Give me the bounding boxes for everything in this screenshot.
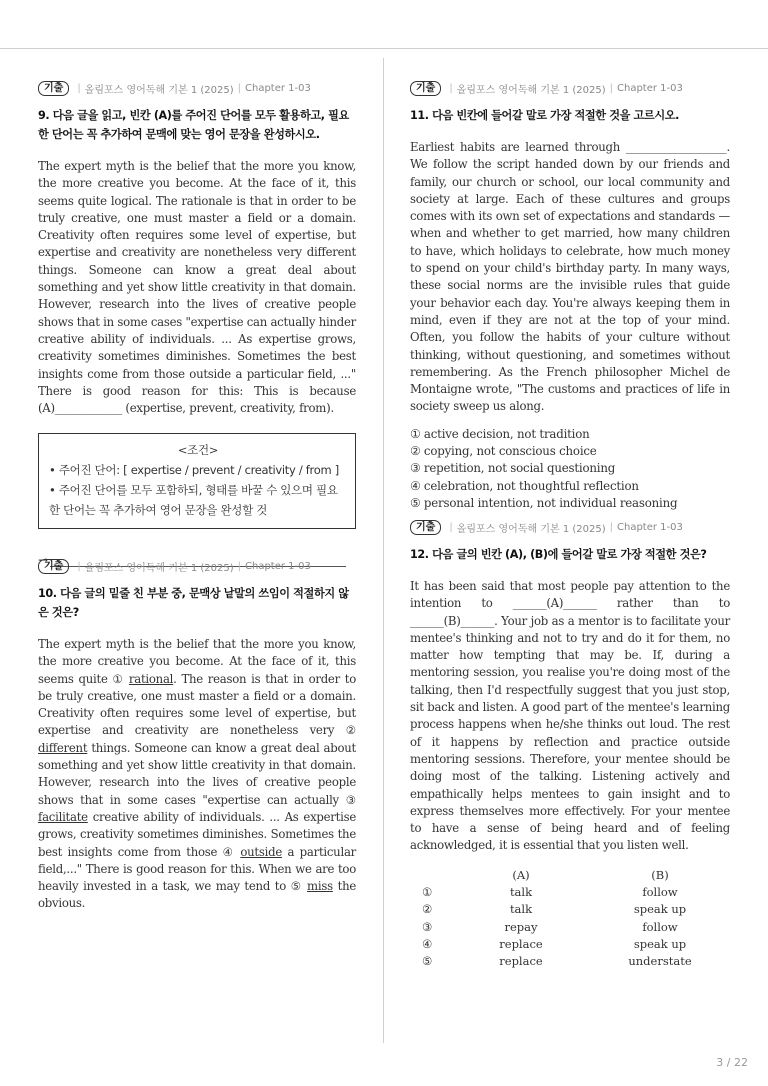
option-4[interactable]: ④ celebration, not thoughtful reflection bbox=[410, 478, 639, 493]
source-tag: 기출 | 올림포스 영어독해 기본 1 (2025) | Chapter 1-03 bbox=[38, 558, 356, 574]
table-row[interactable]: ② talk speak up bbox=[422, 902, 687, 917]
question-11 bbox=[410, 80, 730, 512]
marker-2: ② bbox=[345, 723, 356, 738]
table-row[interactable]: ③ repay follow bbox=[422, 919, 678, 934]
passage-text: The expert myth is the belief that the more you know, the more creative you become. At the face of it, this seems quite logical. The rationale is that in order to be truly creative, one must master a field or a domain. Creativity often requires some level of expertise, but expertise and creativity are nonetheless very different things. Someone can know a great deal about something and yet show little creativity in that domain. However, research into the lives of creative people shows that in some cases "expertise can actually hinder creative ability of individuals. ... As expertise grows, creativity sometimes diminishes. Sometimes the best insights come from those outside a particular field, ..." There is good reason for this: This is because (A)____________ (expertise, prevent, creativity, from). bbox=[38, 159, 356, 416]
source-book: 올림포스 영어독해 기본 1 (2025) bbox=[84, 562, 234, 574]
marker-1: ① bbox=[112, 671, 125, 686]
source-tag: 기출 | 올림포스 영어독해 기본 1 (2025) | Chapter 1-03 bbox=[38, 80, 356, 96]
source-chapter: Chapter 1-03 bbox=[245, 82, 311, 94]
table-row[interactable]: ① talk follow bbox=[422, 885, 678, 900]
source-book: 올림포스 영어독해 기본 1 (2025) bbox=[84, 84, 234, 96]
passage-text: It has been said that most people pay attention to the intention to ______(A)______ rather than to ______(B)______. Your job as a mentor is to facilitate your mentee's thinking and not to try and do it for them, no matter how tempting that may be. If, during a mentoring session, you realise you're doing most of the talking, then I'd respectfully suggest that you just stop, sit back and listen. A good part of the mentee's learning process happens when he/she thinks out loud. The rest of it happens by reflection and practice outside mentoring sessions. Therefore, your mentee should be doing most of the talking. Listening actively and empathically helps mentees to gain insight and to express themselves more effectively. For your mentee to have a sense of being heard and of feeling acknowledged, it is essential that you listen well. bbox=[410, 579, 730, 853]
table-header bbox=[410, 867, 730, 884]
question-title: 9. 다음 글을 읽고, 빈칸 (A)를 주어진 단어를 모두 활용하고, 필요한 단어는 꼭 추가하여 문맥에 맞는 영어 문장을 완성하시오. bbox=[38, 109, 349, 141]
source-badge: 기출 bbox=[38, 559, 69, 574]
option-1[interactable]: ① active decision, not tradition bbox=[410, 426, 590, 441]
condition-title: <조건> bbox=[177, 443, 219, 458]
passage-text: The expert myth is the belief that the more you know, the more creative you become. At the face of it, this seems quite ① rational. The reason is that in order to be truly creative, one must master a field or a domain. Creativity often requires some level of expertise, but expertise and creativity are nonetheless very ② different things. Someone can know a great deal about something and yet show little creativity in that domain. However, research into the lives of creative people shows that in some cases "expertise can actually ③ facilitate creative ability of individuals. ... As expertise grows, creativity sometimes diminishes. Sometimes the best insights come from those ④ outside a particular field,..." There is good reason for this. When we are too heavily invested in a task, we may tend to ⑤ miss the obvious. bbox=[38, 637, 357, 911]
answer-options bbox=[410, 426, 730, 512]
source-book: 올림포스 영어독해 기본 1 (2025) bbox=[456, 84, 606, 96]
source-chapter: Chapter 1-03 bbox=[617, 82, 683, 94]
header-rule bbox=[0, 48, 768, 49]
option-2[interactable]: ② copying, not conscious choice bbox=[410, 444, 597, 459]
source-chapter: Chapter 1-03 bbox=[617, 521, 683, 533]
source-tag: 기출 | 올림포스 영어독해 기본 1 (2025) | Chapter 1-03 bbox=[410, 519, 730, 535]
option-3[interactable]: ③ repetition, not social questioning bbox=[410, 461, 616, 476]
column-a-header: (A) bbox=[512, 867, 530, 882]
option-5[interactable]: ⑤ personal intention, not individual reasoning bbox=[410, 495, 678, 510]
source-badge: 기출 bbox=[38, 81, 69, 96]
table-row[interactable]: ⑤ replace understate bbox=[422, 954, 692, 969]
underlined-word-5: miss bbox=[307, 879, 333, 894]
underlined-word-4: outside bbox=[240, 844, 283, 859]
condition-item: • 주어진 단어를 모두 포함하되, 형태를 바꿀 수 있으며 필요한 단어는 꼭 추가하여 영어 문장을 완성할 것 bbox=[49, 483, 338, 518]
answer-arrow: → bbox=[38, 553, 49, 568]
question-9 bbox=[38, 80, 356, 567]
marker-3: ③ bbox=[345, 792, 356, 807]
condition-item: • 주어진 단어: [ expertise / prevent / creativity / from ] bbox=[49, 463, 339, 478]
table-row[interactable]: ④ replace speak up bbox=[422, 936, 687, 951]
question-title: 12. 다음 글의 빈칸 (A), (B)에 들어갈 말로 가장 적절한 것은? bbox=[410, 548, 707, 561]
column-b-header: (B) bbox=[651, 867, 669, 882]
question-title: 11. 다음 빈칸에 들어갈 말로 가장 적절한 것을 고르시오. bbox=[410, 109, 679, 122]
question-10 bbox=[38, 558, 356, 913]
column-divider bbox=[383, 58, 384, 1043]
source-book: 올림포스 영어독해 기본 1 (2025) bbox=[456, 523, 606, 535]
question-title: 10. 다음 글의 밑줄 친 부분 중, 문맥상 낱말의 쓰임이 적절하지 않은 것은? bbox=[38, 587, 349, 619]
page-number: 3 / 22 bbox=[716, 1056, 748, 1069]
underlined-word-2: different bbox=[38, 740, 88, 755]
condition-box bbox=[38, 433, 356, 529]
source-chapter: Chapter 1-03 bbox=[245, 560, 311, 572]
underlined-word-3: facilitate bbox=[38, 809, 88, 824]
marker-5: ⑤ bbox=[290, 879, 303, 894]
answer-table bbox=[410, 867, 730, 971]
marker-4: ④ bbox=[222, 844, 235, 859]
source-badge: 기출 bbox=[410, 81, 441, 96]
passage-text: Earliest habits are learned through __________________. We follow the script handed down by our friends and family, our church or school, our local community and society at large. Each of these cultures and groups comes with its own set of expectations and standards — when and whether to get married, how many children to have, which holidays to celebrate, how much money to spend on your child's birthday party. In many ways, these social norms are the invisible rules that guide your behavior each day. You're always keeping them in mind, even if they are not at the top of your mind. Often, you follow the habits of your culture without thinking, without questioning, and sometimes without remembering. As the French philosopher Michel de Montaigne wrote, "The customs and practices of life in society sweep us along. bbox=[410, 140, 730, 414]
underlined-word-1: rational bbox=[128, 671, 174, 686]
source-tag: 기출 | 올림포스 영어독해 기본 1 (2025) | Chapter 1-03 bbox=[410, 80, 730, 96]
question-12 bbox=[410, 519, 730, 971]
source-badge: 기출 bbox=[410, 520, 441, 535]
